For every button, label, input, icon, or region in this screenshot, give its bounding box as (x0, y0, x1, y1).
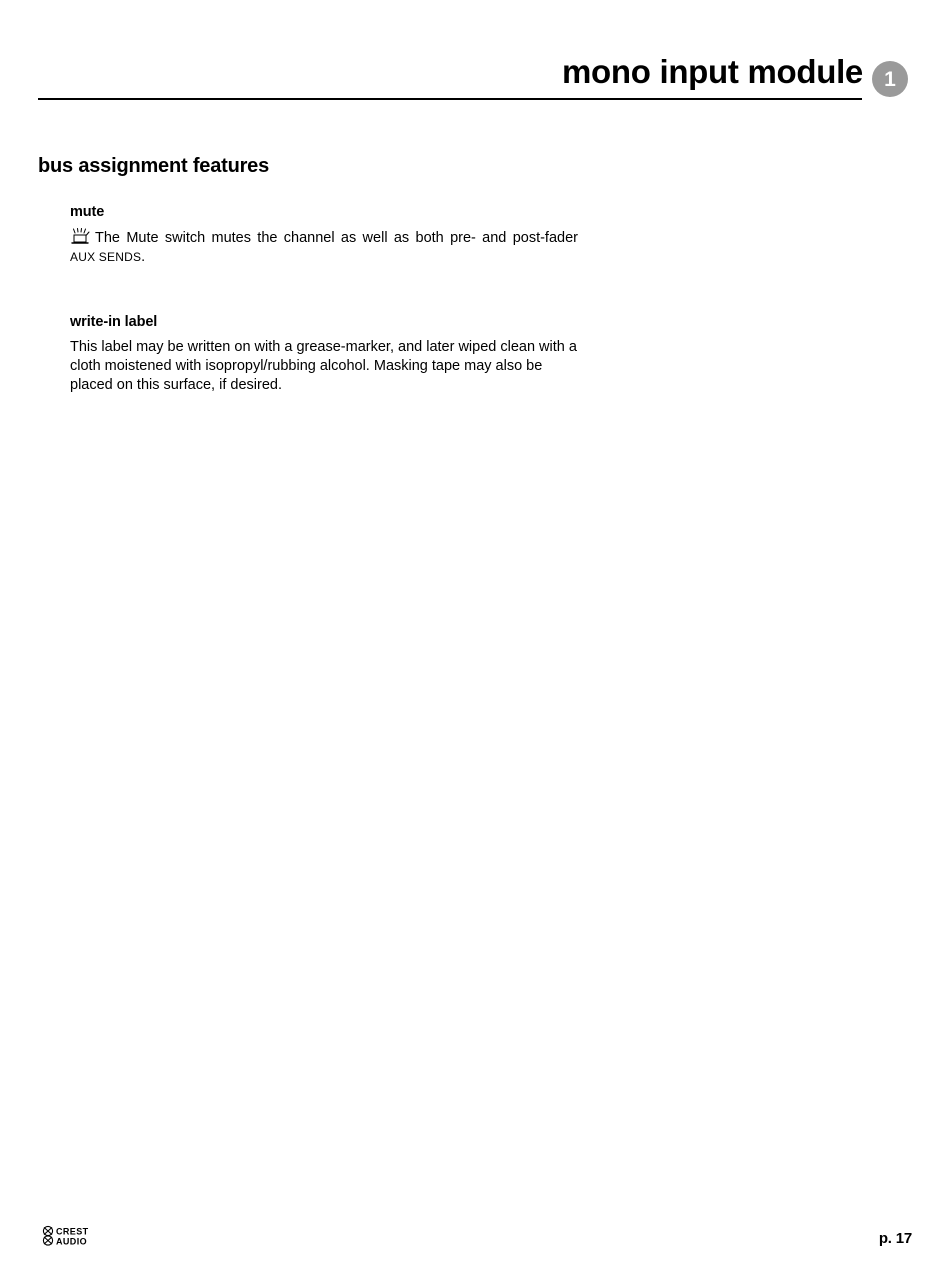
subsection-title-write-in-label: write-in label (70, 313, 158, 330)
spacer (38, 268, 638, 314)
section-title: bus assignment features (38, 155, 270, 177)
subsection-title-mute: mute (70, 204, 105, 220)
svg-text:AUDIO: AUDIO (56, 1236, 87, 1247)
subsection-mute (70, 204, 578, 268)
mute-switch-icon (70, 228, 92, 245)
mute-text-tail: . (141, 249, 146, 266)
page-number: p. 17 (878, 1230, 912, 1247)
page-footer (0, 1197, 950, 1267)
subsection-body-write-in-label: This label may be written on with a grease-marker, and later wiped clean with a cloth moistened with isopropyl/rubbing alcohol. Masking tape may also be placed on this surface, if desired. (70, 338, 577, 394)
header-divider (38, 98, 862, 100)
crest-audio-logo (42, 1225, 114, 1247)
page-title: mono input module (561, 53, 863, 90)
mute-text-smallcaps: AUX SENDS (70, 250, 142, 265)
chapter-number-badge: 1 (872, 61, 908, 97)
content-area (38, 155, 638, 395)
mute-text-lead: The Mute switch mutes the channel as well as both pre- and post-fader (95, 230, 578, 246)
svg-text:CREST: CREST (56, 1226, 89, 1237)
page-header (0, 0, 950, 110)
subsection-body-mute (70, 228, 578, 268)
subsection-write-in-label (70, 314, 578, 396)
